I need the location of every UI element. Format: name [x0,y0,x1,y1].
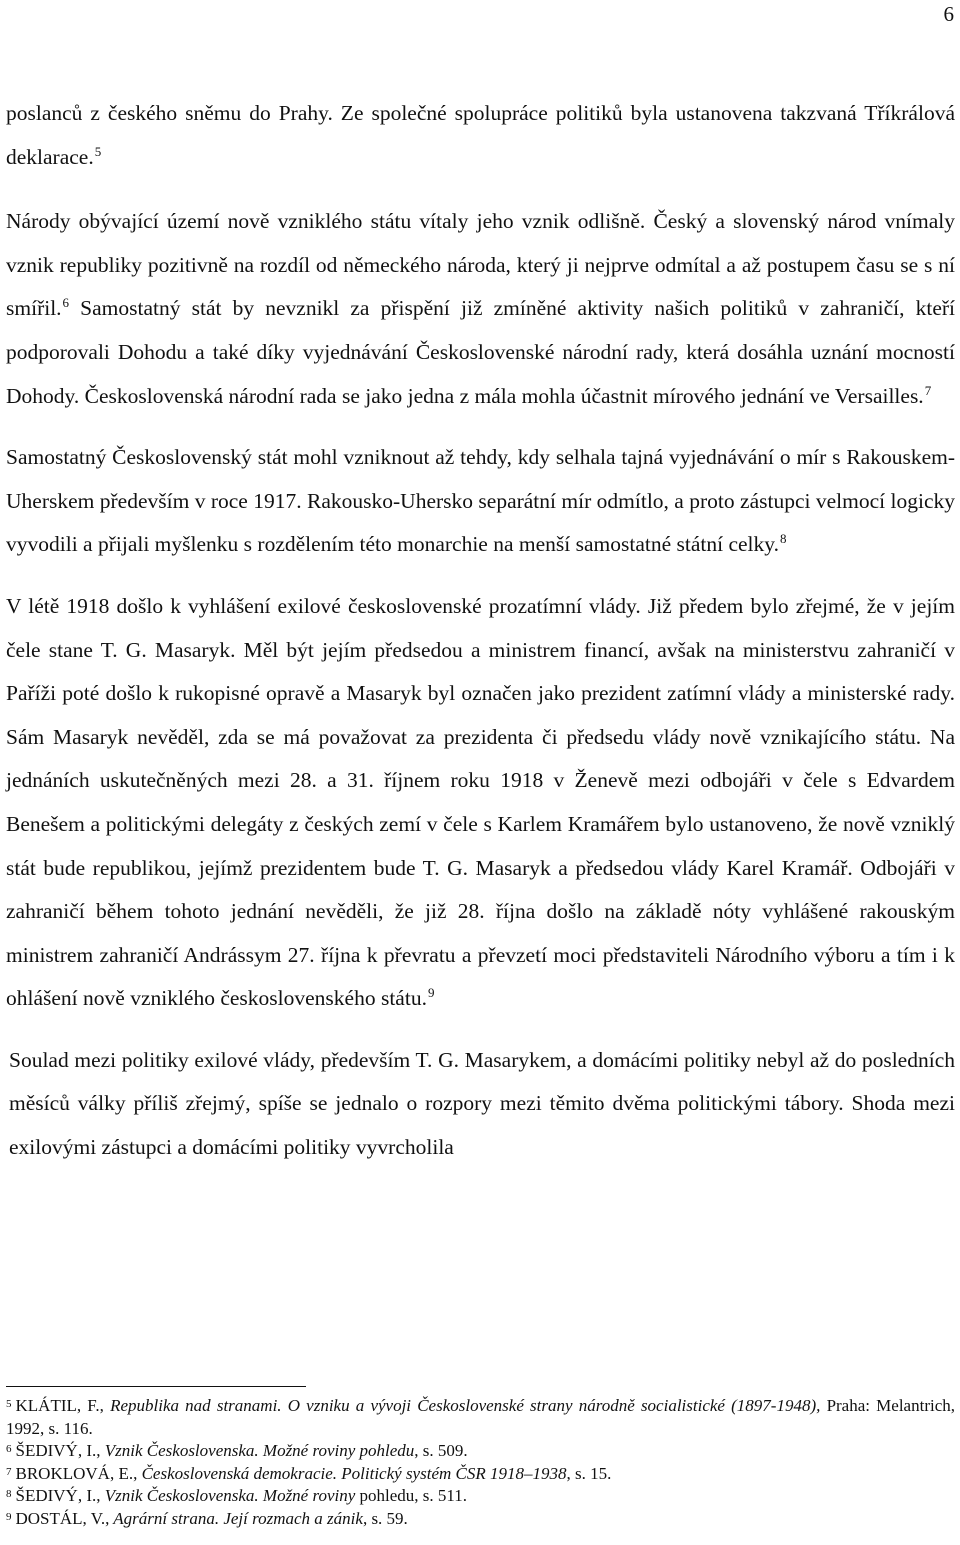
footnote-title: Agrární strana. Její rozmach a zánik [109,1508,363,1528]
footnote-title: Vznik Československa. Možné roviny [100,1486,356,1506]
paragraph [6,436,955,567]
paragraph-text: poslanců z českého sněmu do Prahy. Ze společné spolupráce politiků byla ustanovena takzvaná Tříkrálová deklarace. [6,101,955,169]
footnote-reference: 7 [924,382,932,398]
paragraph-text: Samostatný stát by nevznikl za přispění již zmíněné aktivity našich politiků v zahraničí, kteří podporovali Dohodu a také díky vyjednávání Československé národní rady, která dosáhla uznání mocností Dohody. Československá národní rada se jako jedna z mála mohla účastnit mírového jednání ve Versailles. [6,296,955,408]
paragraph [6,200,955,418]
footnote-reference: 6 [62,295,70,311]
footnote-reference: 9 [427,985,435,1001]
paragraph-text: Samostatný Československý stát mohl vzniknout až tehdy, kdy selhala tajná vyjednávání o mír s Rakouskem-Uherskem především v roce 1917. Rakousko-Uhersko separátní mír odmítlo, a proto zástupci velmocí logicky vyvodili a přijali myšlenku s rozdělením této monarchie na menší samostatné státní celky. [6,445,955,557]
body-text [6,92,955,1170]
paragraph [6,1039,955,1170]
footnote-details: , s. 509. [414,1441,468,1461]
footnote-author: KLÁTIL, F., [15,1396,104,1415]
footnote-details: , s. 59. [362,1508,408,1528]
paragraph [6,585,955,1021]
footnote [6,1463,955,1486]
paragraph-text: Soulad mezi politiky exilové vlády, především T. G. Masarykem, a domácími politiky nebyl až do posledních měsíců války příliš zřejmý, spíše se jednalo o rozpory mezi těmito dvěma politickými tábory. Shoda mezi exilovými zástupci a domácími politiky vyvrcholila [9,1047,955,1160]
page-number: 6 [943,2,954,26]
footnote-separator [6,1386,306,1387]
footnote-author: BROKLOVÁ, E., [15,1463,138,1483]
footnote-number: 6 [6,1443,12,1456]
footnote-number: 9 [6,1510,12,1523]
paragraph [6,92,955,179]
footnote-title: Republika nad stranami. O vzniku a vývoji Československé strany národně socialistické (1897-1948), [103,1396,821,1415]
footnote-author: DOSTÁL, V., [15,1508,110,1528]
footnote-details: Praha: Melantrich, 1992, s. 116. [6,1396,956,1438]
footnote [6,1485,955,1508]
footnote-details: pohledu, s. 511. [355,1486,468,1506]
footnote-reference: 8 [780,531,787,547]
footnote-number: 7 [6,1465,12,1478]
paragraph-text: Národy obývající území nově vzniklého státu vítaly jeho vznik odlišně. Český a slovenský národ vnímaly vznik republiky pozitivně na rozdíl od německého národa, který ji nejprve odmítal a až postupem času se s ní smířil. [6,209,955,321]
footnote-number: 5 [6,1398,12,1410]
footnote-details: , s. 15. [566,1463,612,1483]
footnote [6,1395,955,1440]
footnote-title: Vznik Československa. Možné roviny pohledu [100,1441,415,1461]
footnote-title: Československá demokracie. Politický systém ČSR 1918–1938 [137,1463,567,1483]
footnote-reference: 5 [94,143,102,159]
footnotes [6,1395,955,1531]
footnote [6,1440,955,1463]
paragraph-text: V létě 1918 došlo k vyhlášení exilové československé prozatímní vlády. Již předem bylo zřejmé, že v jejím čele stane T. G. Masaryk. Měl být jejím předsedou a ministrem financí, avšak na ministerstvu zahraničí v Paříži poté došlo k rukopisné opravě a Masaryk byl označen jako prezident zatímní vlády a ministerské rady. Sám Masaryk nevěděl, zda se má považovat za prezidenta či předsedu vlády nově vznikajícího státu. Na jednáních uskutečněných mezi 28. a 31. říjnem roku 1918 v Ženevě mezi odbojáři v čele s Edvardem Benešem a politickými delegáty z českých zemí v čele s Karlem Kramářem bylo ustanoveno, že nově vzniklý stát bude republikou, jejímž prezidentem bude T. G. Masaryk a předsedou vlády Karel Kramář. Odbojáři v zahraničí během tohoto jednání nevěděli, že již 28. října došlo na základě nóty vyhlášené rakouským ministrem zahraničí Andrássym 27. října k převratu a převzetí moci představiteli Národního výboru a tím i k ohlášení nově vzniklého československého státu. [6,593,955,1011]
footnote-author: ŠEDIVÝ, I., [15,1486,101,1506]
footnote-author: ŠEDIVÝ, I., [15,1441,101,1461]
footnote [6,1508,955,1531]
footnote-number: 8 [6,1488,12,1501]
